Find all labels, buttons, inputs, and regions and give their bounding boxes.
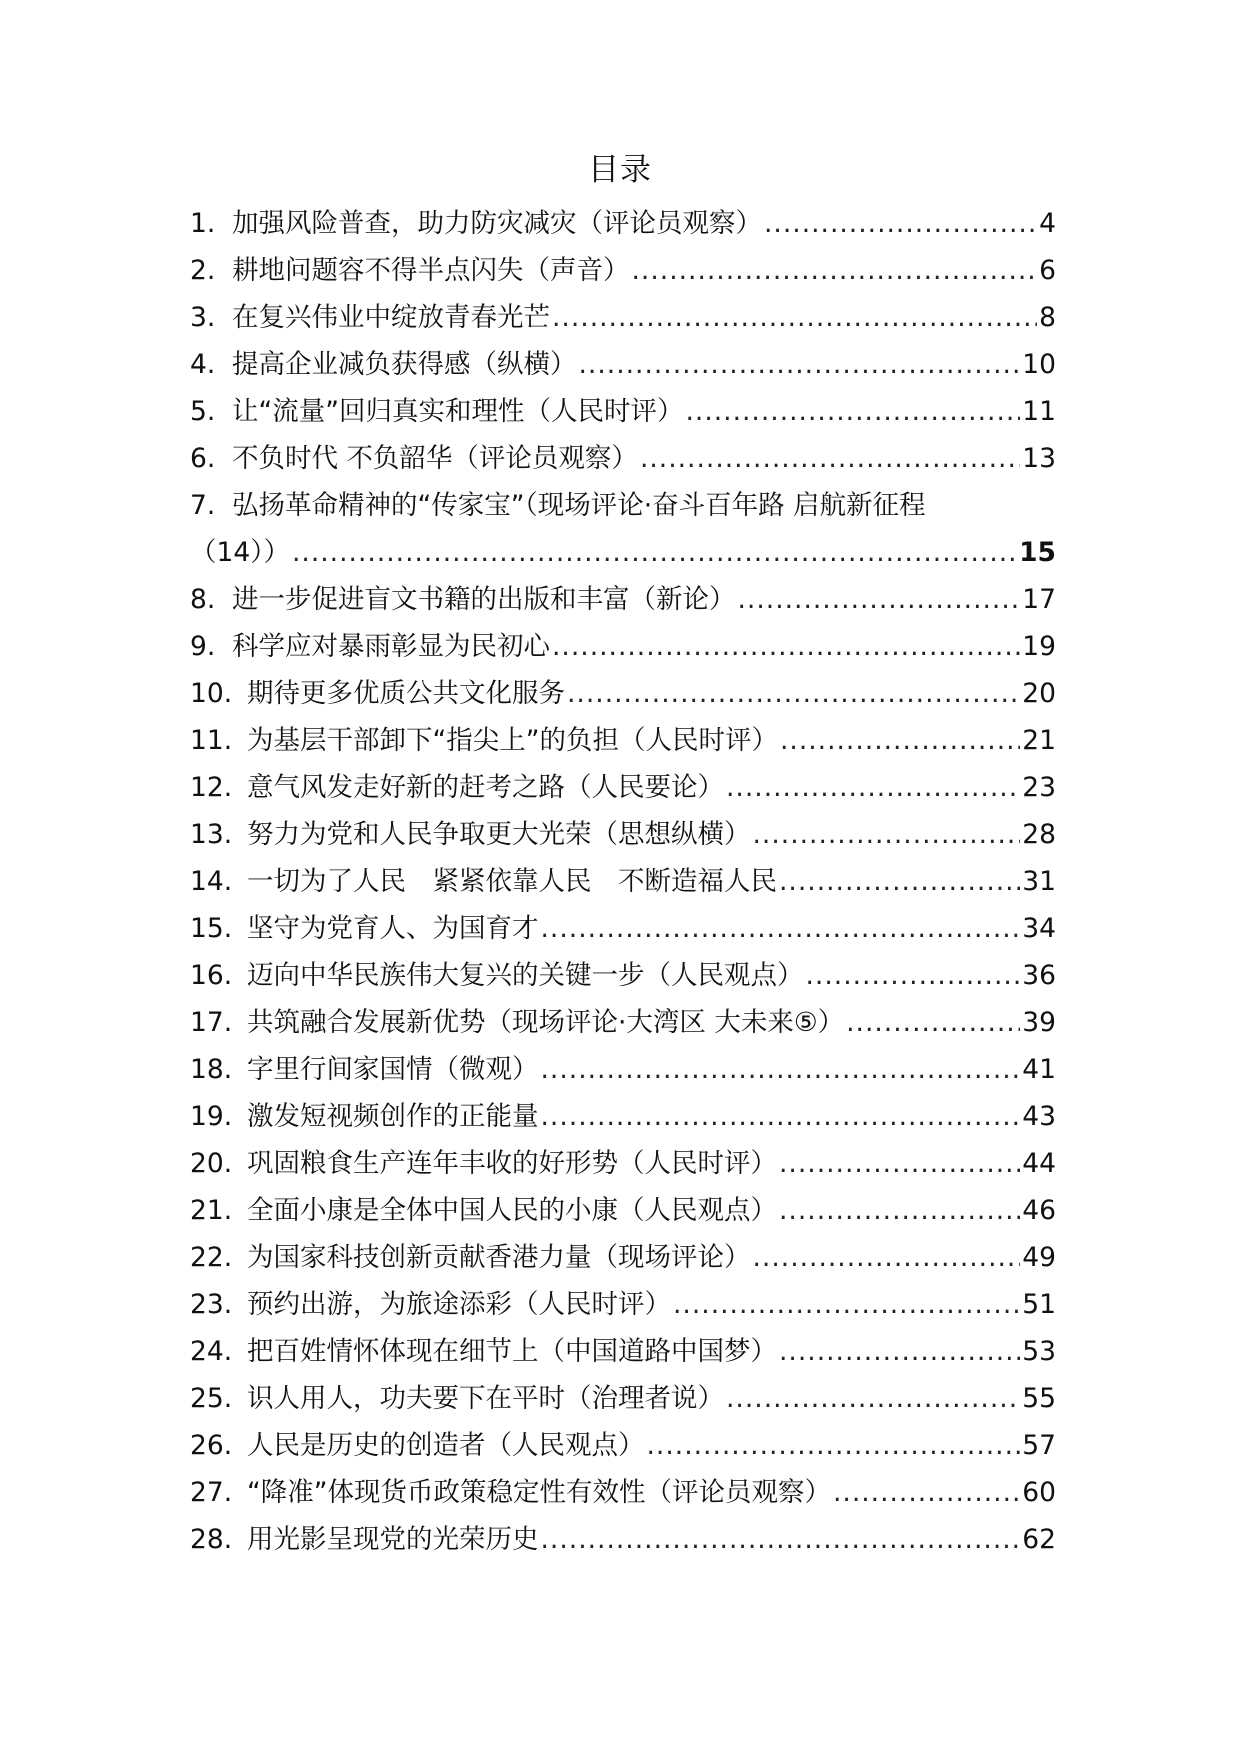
toc-entry-title: 提高企业减负获得感（纵横） xyxy=(232,349,577,380)
toc-entry-number: 15. xyxy=(190,913,233,944)
toc-entry[interactable] xyxy=(190,623,1056,670)
toc-entry-page: 4 xyxy=(1039,208,1056,239)
toc-entry[interactable] xyxy=(190,1375,1056,1422)
toc-entry-number: 4. xyxy=(190,349,216,380)
toc-entry[interactable] xyxy=(190,1187,1056,1234)
toc-entry-number: 2. xyxy=(190,255,216,286)
toc-entry-number: 28. xyxy=(190,1524,233,1555)
toc-entry[interactable] xyxy=(190,388,1056,435)
toc-entry-page: 21 xyxy=(1022,725,1056,756)
toc-entry-number: 3. xyxy=(190,302,216,333)
toc-entry-number: 24. xyxy=(190,1336,233,1367)
toc-leader-dots xyxy=(779,1140,1020,1187)
toc-entry[interactable] xyxy=(190,1140,1056,1187)
toc-leader-dots xyxy=(753,1234,1021,1281)
toc-entry-number: 25. xyxy=(190,1383,233,1414)
toc-entry-title: 弘扬革命精神的“传家宝”（现场评论·奋斗百年路 启航新征程 xyxy=(232,490,926,521)
toc-leader-dots xyxy=(685,388,1020,435)
toc-entry-number: 16. xyxy=(190,960,233,991)
toc-leader-dots xyxy=(779,1328,1020,1375)
toc-entry[interactable] xyxy=(190,858,1056,905)
toc-entry-number: 8. xyxy=(190,584,216,615)
toc-entry[interactable] xyxy=(190,576,1056,623)
toc-entry-title: 为基层干部卸下“指尖上”的负担（人民时评） xyxy=(247,725,778,756)
toc-entry-title: 在复兴伟业中绽放青春光芒 xyxy=(232,302,550,333)
toc-entry-title: 耕地问题容不得半点闪失（声音） xyxy=(232,255,630,286)
toc-entry-title: 把百姓情怀体现在细节上（中国道路中国梦） xyxy=(247,1336,777,1367)
toc-entry-page: 34 xyxy=(1022,913,1056,944)
table-of-contents xyxy=(190,200,1056,1563)
toc-entry-number: 19. xyxy=(190,1101,233,1132)
toc-entry-title: 迈向中华民族伟大复兴的关键一步（人民观点） xyxy=(247,960,804,991)
toc-entry[interactable] xyxy=(190,717,1056,764)
toc-entry-title: 不负时代 不负韶华（评论员观察） xyxy=(232,443,638,474)
toc-entry-page: 53 xyxy=(1022,1336,1056,1367)
toc-leader-dots xyxy=(846,999,1020,1046)
toc-leader-dots xyxy=(292,529,1017,576)
toc-entry-title: 让“流量”回归真实和理性（人民时评） xyxy=(232,396,684,427)
toc-leader-dots xyxy=(833,1469,1020,1516)
toc-entry-page: 60 xyxy=(1022,1477,1056,1508)
toc-entry-number: 10. xyxy=(190,678,233,709)
toc-entry[interactable] xyxy=(190,1046,1056,1093)
toc-entry-page: 13 xyxy=(1022,443,1056,474)
toc-entry-number: 21. xyxy=(190,1195,233,1226)
toc-entry-number: 6. xyxy=(190,443,216,474)
toc-entry[interactable] xyxy=(190,1281,1056,1328)
toc-entry-number: 5. xyxy=(190,396,216,427)
toc-entry-title: 一切为了人民 紧紧依靠人民 不断造福人民 xyxy=(247,866,777,897)
toc-entry-page: 19 xyxy=(1022,631,1056,662)
toc-leader-dots xyxy=(541,1046,1021,1093)
toc-entry-title: “降准”体现货币政策稳定性有效性（评论员观察） xyxy=(247,1477,831,1508)
toc-entry-number: 20. xyxy=(190,1148,233,1179)
toc-entry-page: 8 xyxy=(1039,302,1056,333)
toc-entry[interactable] xyxy=(190,482,1056,576)
toc-entry-page: 20 xyxy=(1022,678,1056,709)
toc-entry-page: 10 xyxy=(1022,349,1056,380)
toc-leader-dots xyxy=(567,670,1020,717)
toc-leader-dots xyxy=(552,294,1037,341)
toc-leader-dots xyxy=(726,1375,1020,1422)
toc-entry-page: 17 xyxy=(1022,584,1056,615)
toc-leader-dots xyxy=(541,1516,1021,1563)
toc-entry-title: 努力为党和人民争取更大光荣（思想纵横） xyxy=(247,819,751,850)
toc-entry-title: 坚守为党育人、为国育才 xyxy=(247,913,539,944)
toc-leader-dots xyxy=(764,200,1037,247)
toc-entry-title: 共筑融合发展新优势（现场评论·大湾区 大未来⑤） xyxy=(247,1007,845,1038)
toc-entry-page: 46 xyxy=(1022,1195,1056,1226)
toc-leader-dots xyxy=(779,858,1020,905)
toc-entry-number: 13. xyxy=(190,819,233,850)
toc-entry-title: 意气风发走好新的赶考之路（人民要论） xyxy=(247,772,724,803)
toc-entry[interactable] xyxy=(190,1093,1056,1140)
toc-leader-dots xyxy=(738,576,1021,623)
toc-entry-page: 57 xyxy=(1022,1430,1056,1461)
toc-entry-page: 55 xyxy=(1022,1383,1056,1414)
toc-leader-dots xyxy=(779,1187,1020,1234)
toc-entry[interactable] xyxy=(190,670,1056,717)
toc-entry[interactable] xyxy=(190,1422,1056,1469)
toc-entry[interactable] xyxy=(190,1516,1056,1563)
toc-entry-number: 23. xyxy=(190,1289,233,1320)
toc-leader-dots xyxy=(780,717,1020,764)
toc-entry[interactable] xyxy=(190,952,1056,999)
toc-entry-page: 28 xyxy=(1022,819,1056,850)
toc-entry[interactable] xyxy=(190,1234,1056,1281)
toc-entry-page: 31 xyxy=(1022,866,1056,897)
toc-entry[interactable] xyxy=(190,247,1056,294)
toc-entry-page: 6 xyxy=(1039,255,1056,286)
toc-entry[interactable] xyxy=(190,905,1056,952)
toc-entry-title: 加强风险普查，助力防灾减灾（评论员观察） xyxy=(232,208,762,239)
toc-entry-title: 预约出游，为旅途添彩（人民时评） xyxy=(247,1289,671,1320)
toc-leader-dots xyxy=(753,811,1021,858)
toc-entry-title: 字里行间家国情（微观） xyxy=(247,1054,539,1085)
toc-entry-page: 23 xyxy=(1022,772,1056,803)
toc-entry[interactable] xyxy=(190,811,1056,858)
toc-leader-dots xyxy=(726,764,1020,811)
toc-entry-page: 36 xyxy=(1022,960,1056,991)
toc-entry[interactable] xyxy=(190,341,1056,388)
toc-leader-dots xyxy=(552,623,1020,670)
toc-leader-dots xyxy=(806,952,1021,999)
toc-entry[interactable] xyxy=(190,1328,1056,1375)
toc-entry-page: 44 xyxy=(1022,1148,1056,1179)
toc-entry-page: 41 xyxy=(1022,1054,1056,1085)
toc-entry[interactable] xyxy=(190,999,1056,1046)
toc-leader-dots xyxy=(579,341,1021,388)
toc-entry-number: 7. xyxy=(190,490,216,521)
toc-entry[interactable] xyxy=(190,200,1056,247)
toc-entry-title: 识人用人，功夫要下在平时（治理者说） xyxy=(247,1383,724,1414)
toc-entry-number: 27. xyxy=(190,1477,233,1508)
toc-entry-page: 43 xyxy=(1022,1101,1056,1132)
toc-leader-dots xyxy=(647,1422,1021,1469)
toc-entry-number: 11. xyxy=(190,725,233,756)
toc-entry-title: 为国家科技创新贡献香港力量（现场评论） xyxy=(247,1242,751,1273)
toc-entry-title: 期待更多优质公共文化服务 xyxy=(247,678,565,709)
toc-leader-dots xyxy=(541,1093,1021,1140)
toc-entry-title: 激发短视频创作的正能量 xyxy=(247,1101,539,1132)
toc-entry-number: 14. xyxy=(190,866,233,897)
toc-entry-title: 巩固粮食生产连年丰收的好形势（人民时评） xyxy=(247,1148,777,1179)
toc-entry-title: 科学应对暴雨彰显为民初心 xyxy=(232,631,550,662)
toc-leader-dots xyxy=(673,1281,1020,1328)
toc-entry-number: 17. xyxy=(190,1007,233,1038)
toc-entry-page: 49 xyxy=(1022,1242,1056,1273)
toc-leader-dots xyxy=(632,247,1038,294)
toc-entry-page: 11 xyxy=(1022,396,1056,427)
toc-entry-page: 39 xyxy=(1022,1007,1056,1038)
toc-entry-page: 15 xyxy=(1019,537,1056,568)
page-title: 目录 xyxy=(588,152,652,188)
toc-entry-title: 用光影呈现党的光荣历史 xyxy=(247,1524,539,1555)
toc-entry-title: 全面小康是全体中国人民的小康（人民观点） xyxy=(247,1195,777,1226)
toc-entry-number: 12. xyxy=(190,772,233,803)
toc-entry-title: 人民是历史的创造者（人民观点） xyxy=(247,1430,645,1461)
toc-entry-number: 18. xyxy=(190,1054,233,1085)
toc-entry[interactable] xyxy=(190,435,1056,482)
toc-entry-number: 9. xyxy=(190,631,216,662)
toc-entry[interactable] xyxy=(190,294,1056,341)
toc-entry[interactable] xyxy=(190,764,1056,811)
toc-entry-title: 进一步促进盲文书籍的出版和丰富（新论） xyxy=(232,584,736,615)
toc-leader-dots xyxy=(541,905,1021,952)
toc-entry-page: 62 xyxy=(1022,1524,1056,1555)
toc-entry-page: 51 xyxy=(1022,1289,1056,1320)
toc-leader-dots xyxy=(640,435,1020,482)
toc-entry-title-continued: （14）） xyxy=(190,537,290,568)
toc-entry-number: 26. xyxy=(190,1430,233,1461)
toc-entry-number: 1. xyxy=(190,208,216,239)
toc-entry-number: 22. xyxy=(190,1242,233,1273)
toc-entry[interactable] xyxy=(190,1469,1056,1516)
